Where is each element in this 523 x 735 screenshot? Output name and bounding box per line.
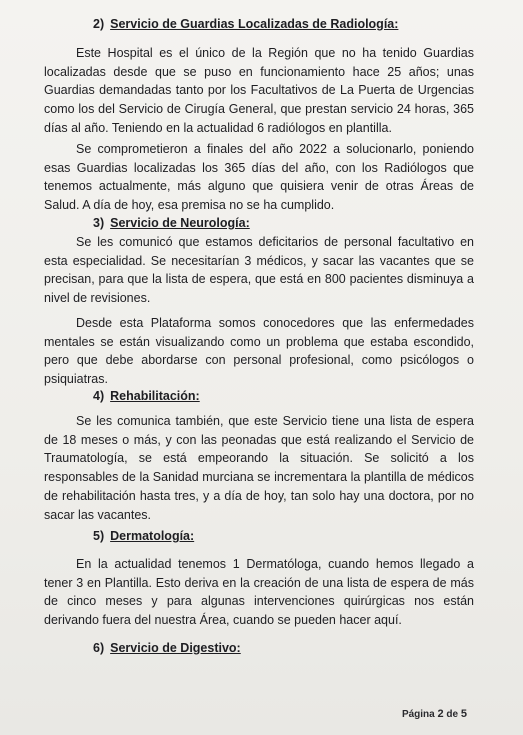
- paragraph-dermatologia: En la actualidad tenemos 1 Dermatóloga, cuando hemos llegado a tener 3 en Plantilla. Esto deriva en la creación de una lista de espera de más de cinco meses y para algunas intervenciones quirúrgicas nos están derivando fuera del nuestra Área, cuando se pueden hacer aquí.: [44, 557, 474, 628]
- section-heading-digestivo: [93, 640, 241, 656]
- section-title: Rehabilitación:: [110, 389, 200, 403]
- section-number: 2): [93, 17, 105, 31]
- total-pages: 5: [460, 708, 467, 720]
- page-of-label: de: [446, 709, 459, 720]
- section-number: 6): [93, 641, 105, 655]
- section-number: 5): [93, 529, 105, 543]
- section-heading-rehabilitacion: [93, 388, 200, 404]
- page-label: Página: [401, 709, 435, 720]
- section-heading-neurologia: [93, 215, 250, 231]
- page-number-footer: [402, 708, 467, 720]
- paragraph-radiologia-1: Este Hospital es el único de la Región que no ha tenido Guardias localizadas desde que se puso en funcionamiento hace 25 años; unas Guardias demandadas tanto por los Facultativos de La Puerta de Urgencias como los del Servicio de Cirugía General, que prestan servicio 24 horas, 365 días al año. Teniendo en la actualidad 6 radiólogos en plantilla.: [44, 46, 474, 135]
- section-title: Servicio de Guardias Localizadas de Radiología:: [110, 17, 399, 31]
- paragraph-neurologia-1: Se les comunicó que estamos deficitarios de personal facultativo en esta especialidad. Se necesitarían 3 médicos, y sacar las vacantes que se precisan, para que la lista de espera, que está en 800 pacientes disminuya a nivel de revisiones.: [44, 235, 474, 306]
- section-number: 4): [93, 389, 105, 403]
- section-heading-dermatologia: [93, 528, 194, 544]
- paragraph-rehabilitacion: Se les comunica también, que este Servicio tiene una lista de espera de 18 meses o más, y con las peonadas que está realizando el Servicio de Traumatología, se está empeorando la situación. Se solicitó a los responsables de la Sanidad murciana se incrementara la plantilla de médicos de rehabilitación hasta tres, y a día de hoy, tan solo hay una doctora, por no sacar las vacantes.: [44, 414, 474, 522]
- section-title: Dermatología:: [110, 529, 195, 543]
- paragraph-radiologia-2: Se comprometieron a finales del año 2022 a solucionarlo, poniendo esas Guardias localizadas los 365 días del año, con los Radiólogos que tenemos actualmente, más alguno que quisiera venir de otras Áreas de Salud. A día de hoy, esa premisa no se ha cumplido.: [44, 142, 474, 213]
- section-number: 3): [93, 216, 105, 230]
- section-heading-radiologia: [93, 16, 398, 32]
- section-title: Servicio de Neurología:: [110, 216, 250, 230]
- current-page: 2: [437, 708, 444, 720]
- section-title: Servicio de Digestivo:: [110, 641, 241, 655]
- paragraph-neurologia-2: Desde esta Plataforma somos conocedores que las enfermedades mentales se están visualizando como un problema que estaba escondido, pero que debe abordarse con personal profesional, como psicólogos o psiquiatras.: [44, 316, 474, 387]
